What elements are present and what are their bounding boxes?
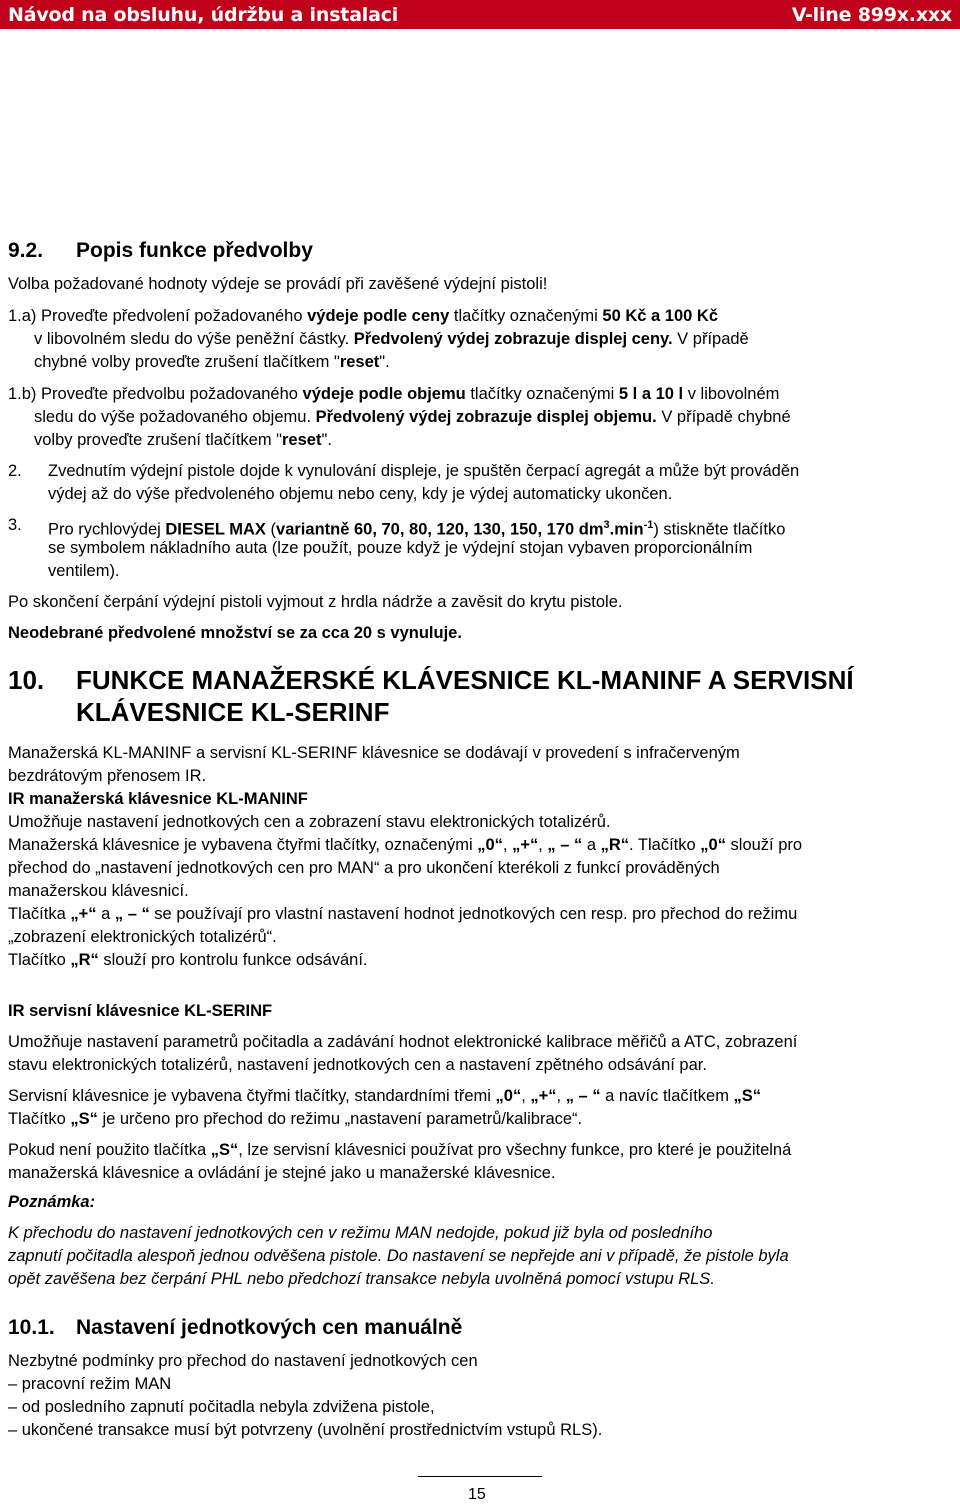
text: je určeno pro přechod do režimu „nastavení parametrů/kalibrace“.	[97, 1110, 583, 1128]
text: ,	[521, 1087, 531, 1105]
text-bold: reset	[339, 353, 380, 371]
note-line1: K přechodu do nastavení jednotkových cen v režimu MAN nedojde, pokud již byla od posledního	[8, 1224, 713, 1242]
text: ,	[556, 1087, 566, 1105]
key-label: „0“	[477, 836, 503, 854]
text-bold: Předvolený výdej zobrazuje displej objemu.	[315, 408, 657, 426]
text: tlačítky označenými	[449, 307, 603, 325]
man-line5	[8, 903, 797, 925]
s92-p3-line3: ventilem).	[48, 562, 120, 580]
text-bold: variantně 60, 70, 80, 120, 130, 150, 170 dm	[276, 520, 604, 539]
text: Manažerská klávesnice je vybavena čtyřmi tlačítky, označenými	[8, 836, 478, 854]
text: ".	[321, 431, 332, 449]
text: volby proveďte zrušení tlačítkem "	[34, 431, 283, 449]
key-label: „R“	[70, 951, 99, 969]
text-bold: .min	[609, 520, 644, 539]
text-bold: výdeje podle ceny	[307, 307, 450, 325]
text: a	[96, 905, 115, 923]
text: slouží pro	[725, 836, 803, 854]
s92-note: Neodebrané předvolené množství se za cca 20 s vynuluje.	[8, 624, 462, 642]
text: se používají pro vlastní nastavení hodnot jednotkových cen resp. pro přechod do režimu	[149, 905, 798, 923]
s10-p1-line2: bezdrátovým přenosem IR.	[8, 767, 207, 785]
text-bold: Předvolený výdej zobrazuje displej ceny.	[353, 330, 673, 348]
ser-line1: Umožňuje nastavení parametrů počitadla a zadávání hodnot elektronické kalibrace měřičů a ATC, zobrazení	[8, 1033, 798, 1051]
s92-p2-line1: Zvednutím výdejní pistole dojde k vynulování displeje, je spuštěn čerpací agregát a může být prováděn	[48, 462, 800, 480]
man-line4: manažerskou klávesnicí.	[8, 882, 189, 900]
text: ) stiskněte tlačítko	[653, 520, 786, 539]
text: V případě	[672, 330, 749, 348]
text-bold: 50 Kč a 100 Kč	[602, 307, 719, 325]
text: . Tlačítko	[629, 836, 701, 854]
text: Tlačítko	[8, 1110, 71, 1128]
superscript: 3	[603, 519, 610, 531]
text: v libovolném	[683, 385, 780, 403]
s92-intro: Volba požadované hodnoty výdeje se provádí při zavěšené výdejní pistoli!	[8, 275, 548, 293]
key-label: „S“	[70, 1110, 98, 1128]
key-label: „R“	[600, 836, 630, 854]
key-label: „ – “	[547, 836, 583, 854]
ser-line2: stavu elektronických totalizérů, nastavení jednotkových cen a nastavení zpětného odsávání par.	[8, 1056, 707, 1074]
key-label: „0“	[495, 1087, 522, 1105]
key-label: „0“	[700, 836, 726, 854]
section-10-title-line1: FUNKCE MANAŽERSKÉ KLÁVESNICE KL-MANINF A SERVISNÍ	[76, 665, 854, 695]
text: (	[265, 520, 277, 539]
section-9-2-number: 9.2.	[8, 239, 44, 262]
note-line2: zapnutí počitadla alespoň jednou odvěšena pistole. Do nastavení se nepřejde ani v případě, že pistole byla	[8, 1247, 789, 1265]
s101-intro: Nezbytné podmínky pro přechod do nastavení jednotkových cen	[8, 1352, 478, 1370]
ser-line6: manažerská klávesnice a ovládání je stejné jako u manažerské klávesnice.	[8, 1164, 556, 1182]
s92-1a-line1	[8, 305, 718, 327]
s92-p2-number: 2.	[8, 462, 22, 480]
key-label: „ – “	[114, 905, 150, 923]
footer-divider	[418, 1476, 542, 1477]
text: a navíc tlačítkem	[600, 1087, 734, 1105]
s92-after: Po skončení čerpání výdejní pistoli vyjmout z hrdla nádrže a zavěsit do krytu pistole.	[8, 593, 623, 611]
text: tlačítky označenými	[465, 385, 619, 403]
text: Pro rychlovýdej	[48, 520, 166, 539]
text: Pokud není použito tlačítka	[8, 1141, 211, 1159]
section-9-2-title: Popis funkce předvolby	[76, 239, 313, 262]
header-title: Návod na obsluhu, údržbu a instalaci	[8, 4, 399, 26]
manager-keyboard-heading: IR manažerská klávesnice KL-MANINF	[8, 790, 308, 808]
text: v libovolném sledu do výše peněžní částky.	[34, 330, 354, 348]
text: Tlačítka	[8, 905, 71, 923]
text-bold: výdeje podle objemu	[302, 385, 466, 403]
note-heading: Poznámka:	[8, 1193, 96, 1211]
s92-1a-number: 1.a)	[8, 307, 37, 325]
section-10-title-line2: KLÁVESNICE KL-SERINF	[76, 697, 390, 727]
page-header	[0, 0, 960, 29]
section-10-number: 10.	[8, 665, 45, 695]
ser-line4	[8, 1108, 582, 1130]
text: ".	[379, 353, 390, 371]
key-label: „S“	[210, 1141, 239, 1159]
text: Tlačítko	[8, 951, 71, 969]
man-line3: přechod do „nastavení jednotkových cen pro MAN“ a pro ukončení kterékoli z funkcí prováděných	[8, 859, 720, 877]
s92-1b-line2	[34, 406, 791, 428]
key-label: „+“	[70, 905, 97, 923]
man-line2	[8, 834, 802, 856]
s92-1b-line3	[34, 429, 332, 451]
s92-1b-number: 1.b)	[8, 385, 37, 403]
s92-1a-line3	[34, 351, 390, 373]
man-line1: Umožňuje nastavení jednotkových cen a zobrazení stavu elektronických totalizérů.	[8, 813, 611, 831]
text: ,	[538, 836, 548, 854]
service-keyboard-heading: IR servisní klávesnice KL-SERINF	[8, 1002, 273, 1020]
s10-p1-line1: Manažerská KL-MANINF a servisní KL-SERINF klávesnice se dodávají v provedení s infračerveným	[8, 744, 740, 762]
section-10-1-title: Nastavení jednotkových cen manuálně	[76, 1316, 463, 1339]
text: V případě chybné	[656, 408, 791, 426]
s92-1a-line2	[34, 328, 749, 350]
text: , lze servisní klávesnici používat pro všechny funkce, pro které je použitelná	[238, 1141, 792, 1159]
text: chybné volby proveďte zrušení tlačítkem "	[34, 353, 340, 371]
s92-1b-line1	[8, 383, 779, 405]
header-model: V-line 899x.xxx	[791, 4, 952, 26]
text-bold: reset	[282, 431, 322, 449]
list-item: – pracovní režim MAN	[8, 1375, 172, 1393]
text: Proveďte předvolení požadovaného	[41, 307, 308, 325]
text-bold: 5 l a 10 l	[618, 385, 684, 403]
text-bold: DIESEL MAX	[165, 520, 266, 539]
text: Servisní klávesnice je vybavena čtyřmi tlačítky, standardními třemi	[8, 1087, 496, 1105]
s92-p3-number: 3.	[8, 516, 22, 534]
key-label: „ – “	[565, 1087, 601, 1105]
man-line6: „zobrazení elektronických totalizérů“.	[8, 928, 277, 946]
s92-p3-line2: se symbolem nákladního auta (lze použít, pouze když je výdejní stojan vybaven proporcionálním	[48, 539, 753, 557]
section-10-1-number: 10.1.	[8, 1316, 55, 1339]
key-label: „+“	[530, 1087, 557, 1105]
note-line3: opět zavěšena bez čerpání PHL nebo předchozí transakce nebyla uvolněná pomocí vstupu RLS.	[8, 1270, 715, 1288]
ser-line3	[8, 1085, 761, 1107]
text: ,	[502, 836, 513, 854]
superscript: -1	[643, 519, 654, 531]
text: a	[582, 836, 601, 854]
s92-p2-line2: výdej až do výše předvoleného objemu nebo ceny, kdy je výdej automaticky ukončen.	[48, 485, 673, 503]
key-label: „S“	[733, 1087, 762, 1105]
ser-line5	[8, 1139, 791, 1161]
list-item: – od posledního zapnutí počitadla nebyla zdvižena pistole,	[8, 1398, 435, 1416]
text: Proveďte předvolbu požadovaného	[41, 385, 303, 403]
text: slouží pro kontrolu funkce odsávání.	[98, 951, 368, 969]
man-line7	[8, 949, 368, 971]
text: sledu do výše požadovaného objemu.	[34, 408, 316, 426]
list-item: – ukončené transakce musí být potvrzeny (uvolnění prostřednictvím vstupů RLS).	[8, 1421, 603, 1439]
key-label: „+“	[512, 836, 539, 854]
page-number: 15	[468, 1486, 486, 1503]
